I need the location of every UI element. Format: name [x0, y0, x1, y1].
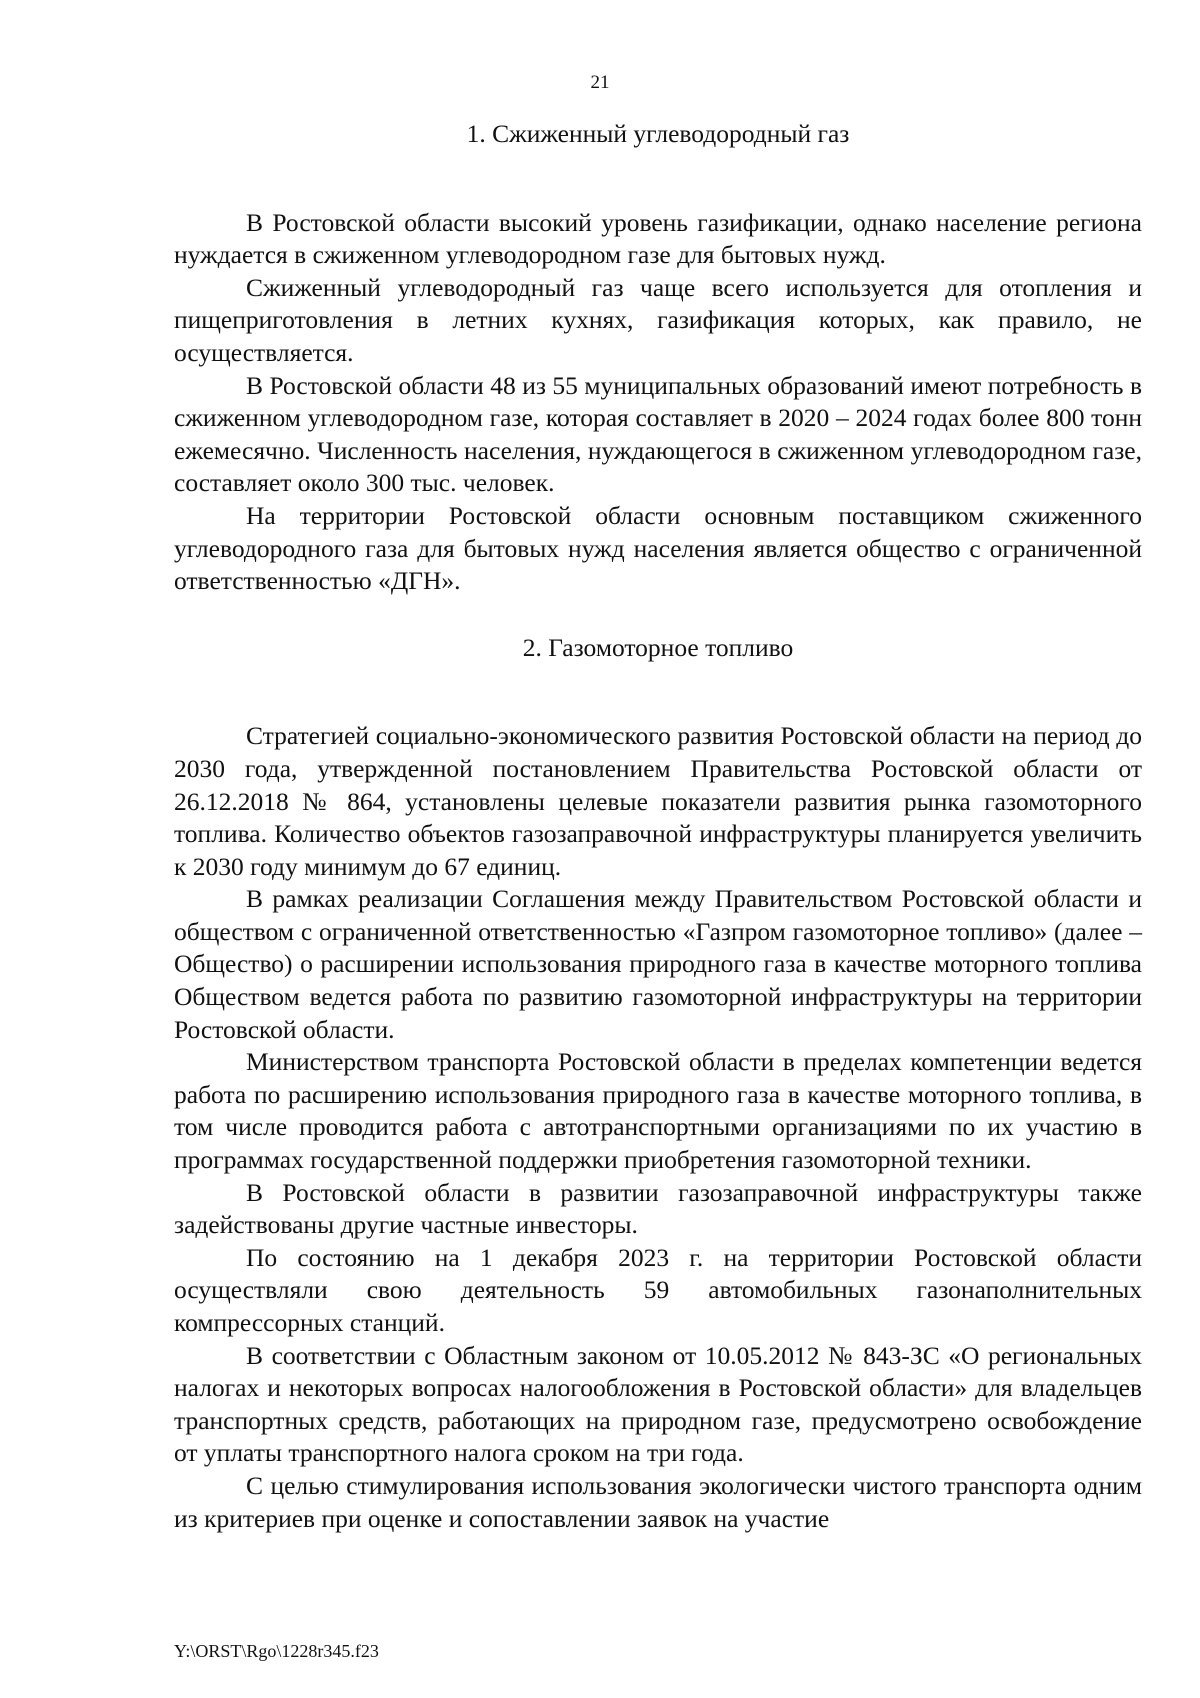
paragraph: В рамках реализации Соглашения между Правительством Ростовской области и обществом с ограниченной ответственностью «Газпром газомоторное топливо» (далее – Общество) о расширении использования природного газа в качестве моторного топлива Обществом ведется работа по развитию газомоторной инфраструктуры на территории Ростовской области.: [174, 884, 1142, 1044]
section-heading-lpg: 1. Сжиженный углеводородный газ: [466, 119, 850, 148]
paragraph: С целью стимулирования использования экологически чистого транспорта одним из критериев при оценке и сопоставлении заявок на участие: [174, 1470, 1142, 1533]
paragraph: На территории Ростовской области основным поставщиком сжиженного углеводородного газа для бытовых нужд населения является общество с ограниченной ответственностью «ДГН».: [174, 500, 1142, 596]
paragraph: В Ростовской области высокий уровень газификации, однако население региона нуждается в сжиженном углеводородном газе для бытовых нужд.: [174, 207, 1142, 270]
paragraph: Сжиженный углеводородный газ чаще всего используется для отопления и пищеприготовления в летних кухнях, газификация которых, как правило, не осуществляется.: [174, 272, 1142, 367]
footer-file-path: Y:\ORST\Rgo\1228r345.f23: [174, 1641, 379, 1661]
paragraph: В Ростовской области в развитии газозаправочной инфраструктуры также задействованы другие частные инвесторы.: [174, 1177, 1142, 1240]
page-number: 21: [590, 72, 610, 93]
paragraph: В соответствии с Областным законом от 10.05.2012 № 843-ЗС «О региональных налогах и некоторых вопросах налогообложения в Ростовской области» для владельцев транспортных средств, работающих на природном газе, предусмотрено освобождение от уплаты транспортного налога сроком на три года.: [174, 1340, 1142, 1468]
document-body: [174, 118, 1142, 1535]
paragraph: По состоянию на 1 декабря 2023 г. на территории Ростовской области осуществляли свою деятельность 59 автомобильных газонаполнительных компрессорных станций.: [174, 1242, 1142, 1337]
paragraph: Министерством транспорта Ростовской области в пределах компетенции ведется работа по расширению использования природного газа в качестве моторного топлива, в том числе проводится работа с автотранспортными организациями по их участию в программах государственной поддержки приобретения газомоторной техники.: [174, 1047, 1142, 1175]
paragraph: Стратегией социально-экономического развития Ростовской области на период до 2030 года, утвержденной постановлением Правительства Ростовской области от 26.12.2018 № 864, установлены целевые показатели развития рынка газомоторного топлива. Количество объектов газозаправочной инфраструктуры планируется увеличить к 2030 году минимум до 67 единиц.: [174, 721, 1142, 881]
paragraph: В Ростовской области 48 из 55 муниципальных образований имеют потребность в сжиженном углеводородном газе, которая составляет в 2020 – 2024 годах более 800 тонн ежемесячно. Численность населения, нуждающегося в сжиженном углеводородном газе, составляет около 300 тыс. человек.: [174, 370, 1142, 498]
section-heading-gas-motor-fuel: 2. Газомоторное топливо: [522, 632, 794, 662]
